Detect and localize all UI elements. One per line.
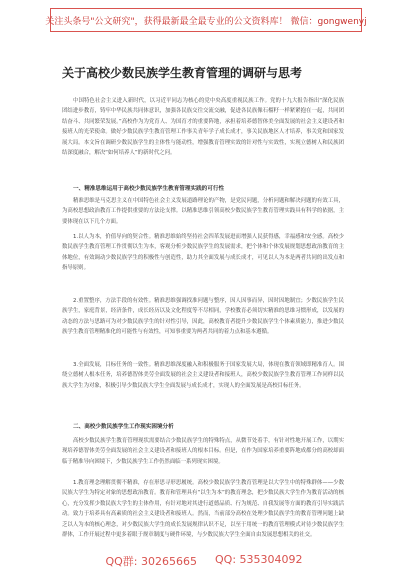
paragraph-3: 1.以人为本，价值导向的契合性。精准思维始终坚持社会四革发展进而增强人民获得感，幸福感和安全感。高校少数民族学生教育管理工作贯彻以生为本，客观分析少数民族学生的发展需求，把个体和个体发展规划思想政治教育的主体地位，有效调动少数民族学生的积极性与创造性，助力其全面发展与成长成才，可见以人为本是两者共同的出发点和指导原则。 [62,234,344,272]
paragraph-7: 1.教育理念理解贯彻不精准，存在形思寻形思履统。高校少数民族学生教育管理是以大学生中的特殊群体——少数民族大学生为特定对象的思想政治教育。教育和管理具有“以生为本”的教育理念，把少数民族大学生作为教育活动的核心，充分发挥少数民族大学生的主体作用，有针对地对其进行道德品质、行为规范、自我发展等方面的教育引导实践活动。致力于培养具有高素质的社会主义建设者和接班人。然而，当前部分高校在处理少数民族学生的教育管理问题上缺乏以人为本的核心理念，对少数民族大学生的成长发展规律认识不足，以至于用统一的教育管理模式对待少数民族学生群体，工作开展过程中更多着眼于规章制度与硬件环境，与少数民族大学生全面自由发展思想相关的社交。 [62,480,344,539]
section-heading-1: 一、精准思维运用于高校少数民族学生教育管理实践的可行性 [73,186,225,192]
paragraph-6: 高校少数民族学生教育管理现状需要结合少数民族学生的特殊特点，从微节处着手，有针对性地开展工作，以期实现培养德智体美劳全面发展的社会主义建设者和接班人的根本目标。但是，在作为国家培养重要阵地成都分的高校却面临于精准导向困境下，少数民族学生工作仍然面临一系列现实困境。 [62,438,344,465]
footer-qq: QQ: 535304092 [215,553,303,566]
footer-contact [0,553,408,569]
paragraph-2: 精准思维是马克思主义在中国特色社会主义发展道路理论的产物，是党民问题，分析问题和解决问题的有效工具，为高校思想政治教育工作提供重要的方法论支撑。以精准思维引领高校少数民族学生教育管理实践具有科学的依据，主要体现在以下几个方面。 [62,198,344,225]
paragraph-4: 2.重置整序，方法手段的有效性。精准思维强调找准问题与整序，因人因事而异，因时因地制宜；少数民族学生民族学生，家庭背景，经济条件，成长经历以及文化程度等不尽相同，学校教育必须切实精准的思维习惯形成，以发展的动态的方法与思路可为对少数民族学生的针对性引导，因此，高校教育者提升少数民族学生个体素质能力，推进少数民族学生教育管理精准化的可能性与有效性，可知事重要为两者共同的着力点和基本遵循。 [62,298,344,336]
section-heading-2: 二、高校少数民族学生工作现实困境分析 [73,424,174,430]
promo-banner-text: 关注头条号"公文研究"，获得最新最全最专业的公文资料库！ 微信：gongwenyj [45,16,367,27]
footer-qq-group: QQ群: 30265665 [105,555,197,568]
promo-banner [45,8,367,32]
document-title: 关于高校少数民族学生教育管理的调研与思考 [62,66,303,80]
paragraph-intro: 中国特色社会主义进入新时代，以习近平同志为核心的党中央高度重视民族工作。党的十九大报告指出“深化民族团结进步教育，铸牢中华民族共同体意识，加强各民族交往交流交融，促进各民族像石榴籽一样紧紧抱在一起，共同团结奋斗、共同繁荣发展。”高校作为为党育人、为国育才的重要阵地，承担着培养德智体美全面发展的社会主义建设者和接班人的光荣使命。做好少数民族学生教育管理工作事关青年学子成长成才，事关民族地区人才培养，事关党和国家发展大局。本文旨在调研少数民族学生的主体性与能动性，增强教育管理实效的针对性与实效性，实现立德树人和民族团结深度融合，解决“如何培养人”的新时代之问。 [62,98,344,157]
paragraph-5: 3.全面发展，目标任务的一致性。精准思维深度融入和积极服务于国家发展大局，体现在教育领域即精准育人。围绕立德树人根本任务，培养德智体美劳全面发展的社会主义建设者和接班人，高校少数民族学生教育管理工作同样以民族大学生为对象，积极引导少数民族大学生全面发展与成长成才，实现人的全面发展是高校目标任务。 [62,362,344,389]
